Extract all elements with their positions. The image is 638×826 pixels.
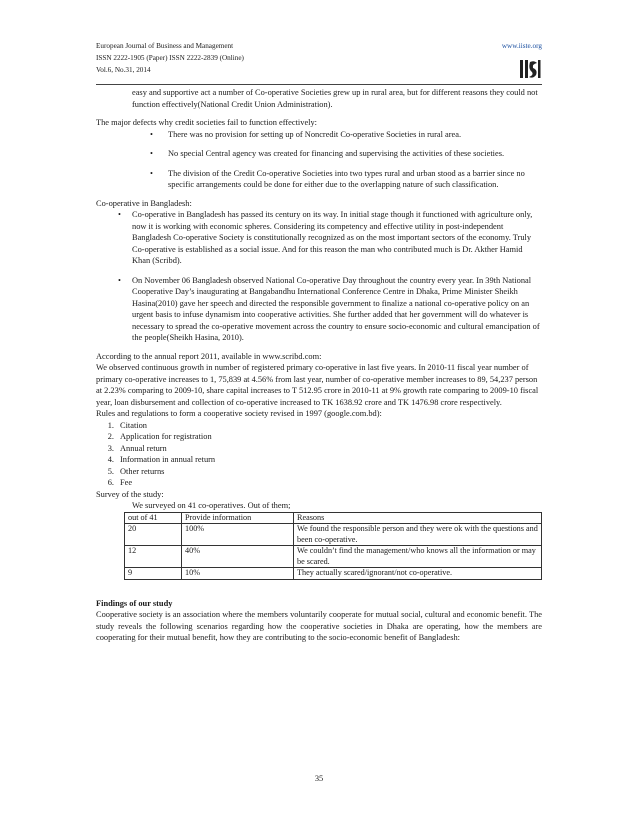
issn-line: ISSN 2222-1905 (Paper) ISSN 2222-2839 (Online) — [96, 54, 244, 62]
bullet-icon: • — [150, 149, 153, 158]
list-item: 4. Information in annual return — [107, 455, 216, 464]
defect-item: • There was no provision for setting up of Noncredit Co-operative Societies in rural area. — [150, 129, 462, 139]
column-header: out of 41 — [125, 512, 182, 524]
bullet-icon: • — [118, 275, 121, 285]
table-cell: 9 — [125, 568, 182, 580]
defect-item: • The division of the Credit Co-operative Societies into two types rural and urban stood as a barrier since no specific arrangements could be done for either due to the overlapping nature of such classification. — [150, 168, 525, 189]
bullet-icon: • — [150, 168, 153, 178]
list-item: 6. Fee — [107, 478, 133, 487]
bangladesh-item: • Co-operative in Bangladesh has passed its century on its way. In initial stage though it functioned with agriculture only, now it is working with economic spheres. Considering its competency and effective utility in post-independent Bangladesh Co-operative Society is constitutionally recognized as on the most important sectors of the economy. Truly Co-operative is established as a social issue. And for this reason the man who contributed much is Dr. Akther Hamid Khan (Scribd). — [118, 210, 533, 265]
page-number: 35 — [314, 774, 324, 783]
list-item: 5. Other returns — [107, 466, 165, 476]
survey-intro: We surveyed on 41 co-operatives. Out of them; — [132, 501, 291, 510]
header-divider — [96, 84, 542, 85]
table-row — [125, 568, 542, 580]
intro-continuation: easy and supportive act a number of Co-operative Societies grew up in rural area, but for different reasons they could not function effectively(National Credit Union Administration). — [132, 88, 538, 109]
annual-report-paragraph: We observed continuous growth in number of registered primary co-operative in last five years. In 2010-11 fiscal year number of primary co-operative increases to 1, 75,839 at 4.56% from last year, number of co-operative member increases to 89, 54,237 person at 2.23% comparing to 2009-10, share capital increases to T 512.95 crore in 2010-11 at 9% growth rate comparing to 2009-10 fiscal year, loan disbursement and collection of co-operative increased to TK 1638.92 crore and TK 1476.98 crore respectively. — [96, 363, 539, 407]
table-cell: 12 — [125, 546, 182, 568]
table-cell: We found the responsible person and they were ok with the questions and been co-operative. — [294, 524, 542, 546]
page-header — [96, 40, 542, 76]
defects-heading: The major defects why credit societies fail to function effectively: — [96, 118, 318, 127]
survey-table — [124, 512, 542, 580]
list-item: 3. Annual return — [107, 443, 167, 453]
table-row — [125, 524, 542, 546]
table-cell: 100% — [182, 524, 294, 546]
journal-name: European Journal of Business and Management — [96, 42, 234, 50]
table-cell: We couldn’t find the management/who knows all the information or may be scared. — [294, 546, 542, 568]
rules-heading: Rules and regulations to form a cooperative society revised in 1997 (google.com.bd): — [96, 409, 382, 418]
table-cell: 10% — [182, 568, 294, 580]
table-row — [125, 546, 542, 568]
bangladesh-item: • On November 06 Bangladesh observed National Co-operative Day throughout the country every year. In 39th National Cooperative Day’s inaugurating at Bangabandhu International Conference Centre in Dhaka, Prime Minister Sheikh Hasina(2010) gave her speech and directed the responsible government to finalize a national co-operative policy on an urgent basis to infuse dynamism into cooperative activities. She further added that her government will do whatever is necessary to spread the co-operative movement across the country to ensure socio-economic and cultural emancipation of the people(Sheikh Hasina, 2010). — [118, 275, 540, 342]
bullet-icon: • — [118, 210, 121, 219]
list-item: 1. Citation — [107, 420, 147, 430]
journal-url-link[interactable]: www.iiste.org — [501, 42, 542, 50]
iiste-logo-icon — [519, 58, 541, 80]
list-item: 2. Application for registration — [107, 432, 212, 441]
column-header: Reasons — [294, 512, 542, 524]
defect-item: • No special Central agency was created for financing and supervising the activities of these societies. — [150, 149, 505, 158]
main-content — [96, 87, 542, 644]
findings-heading: Findings of our study — [96, 598, 173, 608]
rules-list — [96, 420, 542, 489]
table-header-row — [125, 512, 542, 524]
table-cell: 40% — [182, 546, 294, 568]
column-header: Provide information — [182, 512, 294, 524]
bangladesh-heading: Co-operative in Bangladesh: — [96, 198, 192, 208]
annual-report-line: According to the annual report 2011, available in www.scribd.com: — [96, 351, 322, 361]
survey-heading: Survey of the study: — [96, 489, 164, 499]
findings-paragraph: Cooperative society is an association where the members voluntarily cooperate for mutual social, cultural and economic benefit. The study reveals the following scenarios regarding how the cooperative societies in Dhaka are operating, how the members are cooperating for their mutual benefit, how they are contributing to the socio-economic benefit of Bangladesh: — [96, 610, 542, 642]
table-cell: 20 — [125, 524, 182, 546]
table-cell: They actually scared/ignorant/not co-operative. — [294, 568, 542, 580]
bullet-icon: • — [150, 129, 153, 139]
volume-line: Vol.6, No.31, 2014 — [96, 66, 151, 74]
